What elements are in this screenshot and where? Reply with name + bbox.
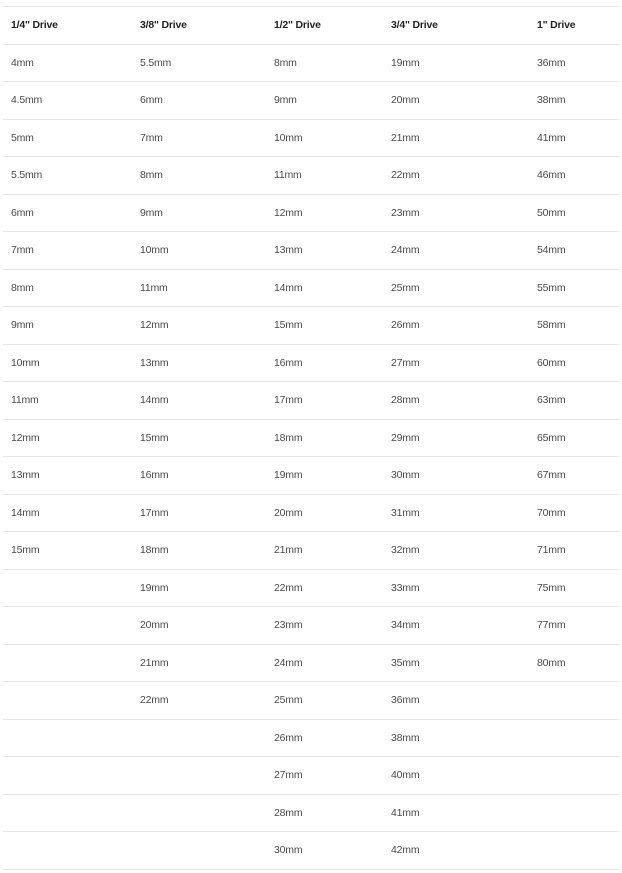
size-cell-half-inch: 18mm [266,419,383,457]
table-row [3,532,619,570]
size-cell-one-inch: 77mm [529,607,619,645]
table-row [3,44,619,82]
size-cell-quarter-inch: 13mm [3,457,132,495]
size-cell-one-inch: 38mm [529,82,619,120]
size-cell-half-inch: 21mm [266,532,383,570]
size-cell-half-inch: 30mm [266,832,383,870]
table-row [3,719,619,757]
header-row [3,7,619,45]
size-cell-one-inch: 46mm [529,157,619,195]
size-cell-three-eighths-inch: 15mm [132,419,266,457]
size-cell-three-eighths-inch: 11mm [132,269,266,307]
size-cell-half-inch: 13mm [266,232,383,270]
size-cell-quarter-inch: 10mm [3,344,132,382]
size-cell-three-quarter-inch: 20mm [383,82,529,120]
size-cell-quarter-inch [3,719,132,757]
size-cell-three-eighths-inch: 10mm [132,232,266,270]
size-cell-half-inch: 28mm [266,794,383,832]
size-cell-one-inch: 70mm [529,494,619,532]
size-cell-three-eighths-inch: 22mm [132,682,266,720]
size-cell-quarter-inch: 11mm [3,382,132,420]
size-cell-three-eighths-inch: 16mm [132,457,266,495]
size-cell-three-quarter-inch: 35mm [383,644,529,682]
column-header-three-quarter-inch-drive: 3/4" Drive [383,7,529,45]
size-cell-half-inch: 9mm [266,82,383,120]
size-cell-one-inch [529,757,619,795]
size-cell-one-inch: 50mm [529,194,619,232]
size-cell-one-inch: 58mm [529,307,619,345]
column-header-half-inch-drive: 1/2" Drive [266,7,383,45]
size-cell-quarter-inch: 6mm [3,194,132,232]
size-cell-three-quarter-inch: 41mm [383,794,529,832]
table-row [3,307,619,345]
size-cell-one-inch: 65mm [529,419,619,457]
table-row [3,194,619,232]
size-cell-three-eighths-inch: 18mm [132,532,266,570]
table-row [3,569,619,607]
size-cell-three-eighths-inch [132,832,266,870]
size-cell-one-inch: 75mm [529,569,619,607]
size-cell-three-eighths-inch: 7mm [132,119,266,157]
size-cell-half-inch: 16mm [266,344,383,382]
size-cell-quarter-inch [3,644,132,682]
table-header [3,7,619,45]
size-cell-three-quarter-inch: 22mm [383,157,529,195]
size-cell-three-eighths-inch: 8mm [132,157,266,195]
size-cell-half-inch: 20mm [266,494,383,532]
size-cell-quarter-inch: 14mm [3,494,132,532]
size-cell-half-inch: 14mm [266,269,383,307]
column-header-one-inch-drive: 1" Drive [529,7,619,45]
size-cell-half-inch: 25mm [266,682,383,720]
size-cell-quarter-inch [3,832,132,870]
size-cell-three-eighths-inch: 20mm [132,607,266,645]
table-row [3,794,619,832]
size-cell-quarter-inch: 9mm [3,307,132,345]
size-cell-quarter-inch [3,682,132,720]
size-cell-three-quarter-inch: 26mm [383,307,529,345]
size-cell-half-inch: 24mm [266,644,383,682]
size-cell-quarter-inch: 8mm [3,269,132,307]
table-row [3,682,619,720]
table-row [3,119,619,157]
size-cell-three-eighths-inch [132,719,266,757]
table-row [3,419,619,457]
size-cell-quarter-inch [3,794,132,832]
size-cell-three-quarter-inch: 25mm [383,269,529,307]
size-cell-three-quarter-inch: 31mm [383,494,529,532]
size-cell-one-inch: 63mm [529,382,619,420]
size-cell-three-quarter-inch: 28mm [383,382,529,420]
size-cell-half-inch: 27mm [266,757,383,795]
size-cell-three-eighths-inch: 17mm [132,494,266,532]
table-row [3,269,619,307]
size-cell-three-quarter-inch: 19mm [383,44,529,82]
column-header-three-eighths-inch-drive: 3/8" Drive [132,7,266,45]
size-cell-quarter-inch: 5.5mm [3,157,132,195]
size-cell-three-quarter-inch: 24mm [383,232,529,270]
size-cell-three-quarter-inch: 32mm [383,532,529,570]
size-cell-quarter-inch: 7mm [3,232,132,270]
socket-size-table [3,6,619,870]
size-cell-three-quarter-inch: 33mm [383,569,529,607]
table-row [3,757,619,795]
size-cell-three-eighths-inch [132,757,266,795]
size-cell-half-inch: 12mm [266,194,383,232]
size-cell-three-eighths-inch: 12mm [132,307,266,345]
table-body [3,44,619,869]
size-cell-quarter-inch [3,757,132,795]
size-cell-one-inch [529,719,619,757]
size-cell-half-inch: 26mm [266,719,383,757]
size-cell-half-inch: 15mm [266,307,383,345]
table-row [3,382,619,420]
size-cell-quarter-inch: 5mm [3,119,132,157]
size-cell-half-inch: 22mm [266,569,383,607]
table-row [3,157,619,195]
size-cell-three-eighths-inch: 6mm [132,82,266,120]
table-row [3,644,619,682]
size-cell-half-inch: 17mm [266,382,383,420]
table-row [3,832,619,870]
size-cell-three-eighths-inch: 21mm [132,644,266,682]
size-cell-three-quarter-inch: 21mm [383,119,529,157]
table-row [3,457,619,495]
size-cell-three-quarter-inch: 30mm [383,457,529,495]
size-cell-quarter-inch: 4mm [3,44,132,82]
size-cell-one-inch: 71mm [529,532,619,570]
size-cell-three-eighths-inch: 9mm [132,194,266,232]
size-cell-quarter-inch [3,569,132,607]
size-cell-half-inch: 10mm [266,119,383,157]
table-row [3,607,619,645]
size-cell-one-inch: 80mm [529,644,619,682]
size-cell-one-inch [529,794,619,832]
size-cell-half-inch: 11mm [266,157,383,195]
size-cell-three-eighths-inch: 13mm [132,344,266,382]
table-row [3,232,619,270]
size-cell-three-eighths-inch: 19mm [132,569,266,607]
size-cell-three-quarter-inch: 34mm [383,607,529,645]
size-cell-three-eighths-inch [132,794,266,832]
size-cell-three-quarter-inch: 40mm [383,757,529,795]
size-cell-one-inch: 54mm [529,232,619,270]
size-cell-half-inch: 19mm [266,457,383,495]
size-cell-one-inch [529,682,619,720]
size-cell-quarter-inch: 12mm [3,419,132,457]
size-cell-one-inch: 60mm [529,344,619,382]
size-cell-three-quarter-inch: 42mm [383,832,529,870]
size-cell-one-inch: 36mm [529,44,619,82]
size-cell-half-inch: 23mm [266,607,383,645]
size-cell-quarter-inch [3,607,132,645]
table-row [3,494,619,532]
size-cell-one-inch: 55mm [529,269,619,307]
size-cell-half-inch: 8mm [266,44,383,82]
size-cell-one-inch: 41mm [529,119,619,157]
size-cell-three-quarter-inch: 36mm [383,682,529,720]
size-cell-three-quarter-inch: 38mm [383,719,529,757]
size-cell-three-eighths-inch: 14mm [132,382,266,420]
size-cell-three-quarter-inch: 23mm [383,194,529,232]
size-cell-three-quarter-inch: 27mm [383,344,529,382]
column-header-quarter-inch-drive: 1/4" Drive [3,7,132,45]
size-cell-one-inch [529,832,619,870]
size-cell-three-quarter-inch: 29mm [383,419,529,457]
size-cell-three-eighths-inch: 5.5mm [132,44,266,82]
size-cell-one-inch: 67mm [529,457,619,495]
size-cell-quarter-inch: 15mm [3,532,132,570]
table-row [3,82,619,120]
size-cell-quarter-inch: 4.5mm [3,82,132,120]
table-row [3,344,619,382]
